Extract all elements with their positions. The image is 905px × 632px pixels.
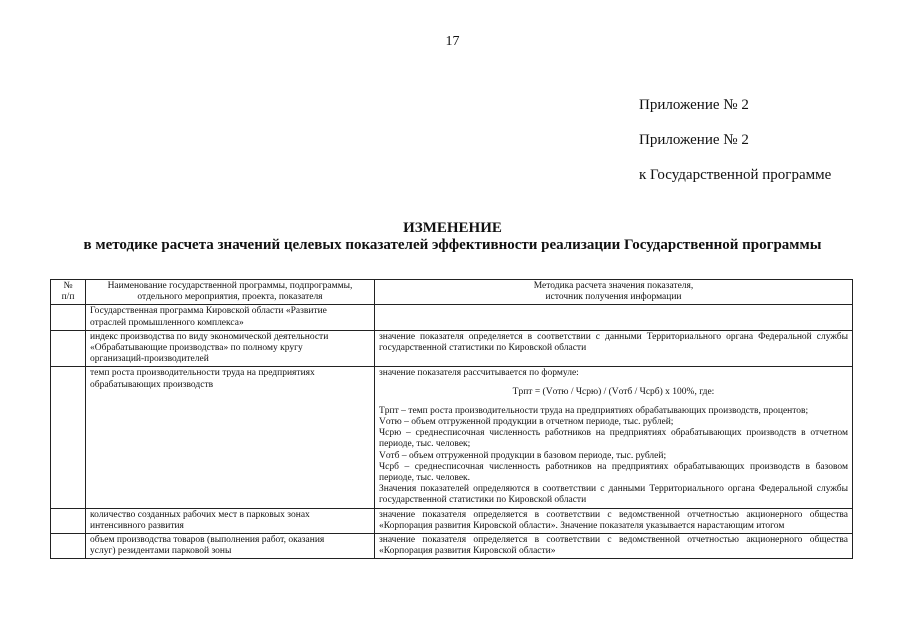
header-name-line-2: отдельного мероприятия, проекта, показателя [137,292,323,303]
cell-productivity-name [86,367,375,508]
table-row-jobs [51,508,853,533]
header-method [375,280,853,305]
index-name-line-3: организаций-производителей [90,354,209,365]
page-number: 17 [445,34,460,49]
index-name-line-2: «Обрабатывающие производства» по полному кругу [90,343,303,354]
table-row-productivity [51,367,853,508]
cell-volume-name [86,534,375,559]
table-row-program [51,305,853,330]
productivity-definition-1: Tрпт – темп роста производительности труда на предприятиях обрабатывающих производств, процентов; [379,405,809,416]
volume-name-line-1: объем производства товаров (выполнения работ, оказания [90,535,325,546]
header-num [51,280,86,305]
index-name-line-1: индекс производства по виду экономической деятельности [90,331,329,342]
productivity-definition-5: Чсрб – среднесписочная численность работников на предприятиях обрабатывающих производств в базовом периоде, тыс. человек. [379,461,848,484]
indicators-table [50,279,853,559]
cell-method-empty [375,305,853,330]
productivity-name-line-2: обрабатывающих производств [90,379,214,390]
header-method-line-1: Методика расчета значения показателя, [533,281,694,291]
productivity-formula: Tрпт = (Vотю / Чсрю) / (Vотб / Чсрб) x 100%, где: [512,386,715,397]
table-header-row [51,280,853,305]
volume-name-line-2: услуг) резидентами парковой зоны [90,546,232,557]
cell-productivity-method [375,367,853,508]
cell-num-empty [51,508,86,533]
appendix-line-3: к Государственной программе [639,167,832,183]
cell-num-empty [51,330,86,367]
document-title: ИЗМЕНЕНИЕ [403,220,502,236]
productivity-method-intro: значение показателя рассчитывается по формуле: [379,368,579,379]
cell-index-name [86,330,375,367]
cell-jobs-method: значение показателя определяется в соответствии с ведомственной отчетностью акционерного общества «Корпорация развития Кировской области». Значение показателя указывается нарастающим итогом [375,508,853,533]
appendix-line-1: Приложение № 2 [639,97,749,113]
productivity-definition-2: Vотю – объем отгруженной продукции в отчетном периоде, тыс. рублей; [379,417,674,428]
cell-program-name [86,305,375,330]
header-name [86,280,375,305]
productivity-name-line-1: темп роста производительности труда на предприятиях [90,368,315,379]
jobs-name-line-2: интенсивного развития [90,520,184,531]
appendix-line-2: Приложение № 2 [639,132,749,148]
productivity-definition-4: Vотб – объем отгруженной продукции в базовом периоде, тыс. рублей; [379,450,667,461]
productivity-definition-3: Чсрю – среднесписочная численность работников на предприятиях обрабатывающих производств в отчетном периоде, тыс. человек; [379,428,848,450]
table-row-index [51,330,853,367]
cell-jobs-name [86,508,375,533]
cell-num-empty [51,534,86,559]
header-name-line-1: Наименование государственной программы, подпрограммы, [107,281,353,291]
header-method-line-2: источник получения информации [545,292,682,303]
productivity-method-source: Значения показателей определяются в соответствии с данными Территориального органа Федеральной службы государственной статистики по Кировской области [379,484,848,506]
cell-index-method: значение показателя определяется в соответствии с данными Территориального органа Федеральной службы государственной статистики по Кировской области [375,330,853,367]
program-name-line-1: Государственная программа Кировской области «Развитие [90,306,327,317]
cell-volume-method: значение показателя определяется в соответствии с ведомственной отчетностью акционерного общества «Корпорация развития Кировской области» [375,534,853,559]
table-row-volume [51,534,853,559]
cell-num-empty [51,367,86,508]
program-name-line-2: отраслей промышленного комплекса» [90,317,244,328]
header-num-line-2: п/п [61,292,75,303]
cell-num-empty [51,305,86,330]
header-num-line-1: № [63,281,73,291]
jobs-name-line-1: количество созданных рабочих мест в парковых зонах [90,509,310,520]
document-subtitle: в методике расчета значений целевых показателей эффективности реализации Государственной программы [83,237,822,253]
